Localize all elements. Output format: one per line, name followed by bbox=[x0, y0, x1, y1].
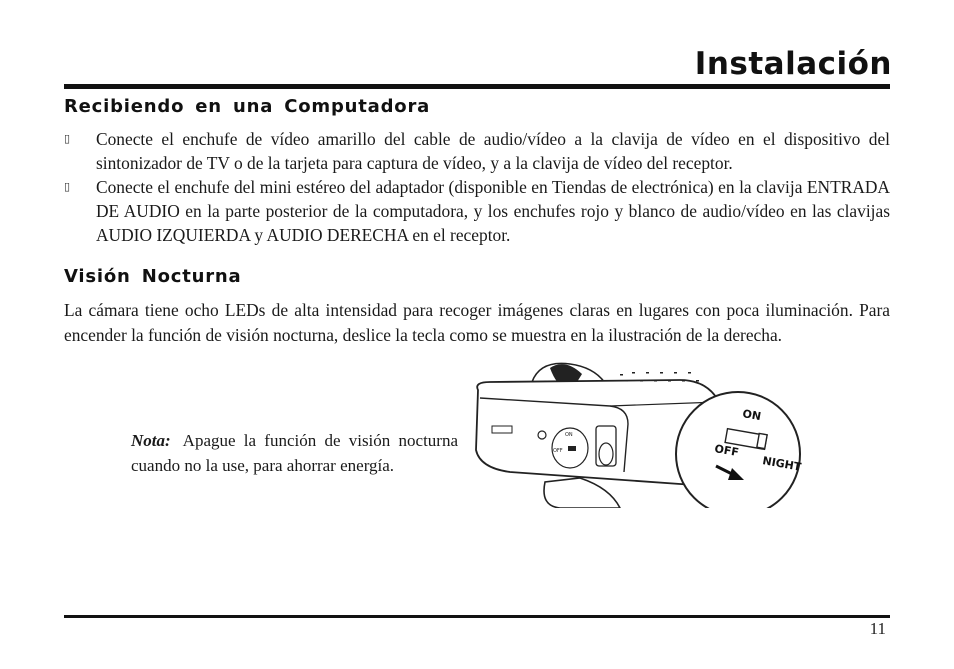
night-vision-paragraph: La cámara tiene ocho LEDs de alta intensidad para recoger imágenes claras en lugares con poca iluminación. Para encender la función de visión nocturna, deslice la tecla como se muestra en la ilustración de la derecha. bbox=[64, 300, 890, 345]
header-rule bbox=[64, 84, 890, 89]
page-number: 11 bbox=[869, 619, 886, 638]
lens-icon bbox=[599, 443, 613, 465]
page-title: Instalación bbox=[694, 46, 892, 82]
list-item bbox=[64, 127, 890, 175]
switch-off-label: OFF bbox=[713, 442, 740, 460]
svg-text:OFF: OFF bbox=[553, 448, 563, 454]
list-item-text: Conecte el enchufe del mini estéreo del adaptador (disponible en Tiendas de electrónica) en la clavija ENTRADA DE AUDIO en la parte posterior de la computadora, y los enchufes rojo y blanco de audio/vídeo en las clavijas AUDIO IZQUIERDA y AUDIO DERECHA en el receptor. bbox=[96, 177, 890, 245]
section-heading-receiving: Recibiendo en una Computadora bbox=[64, 96, 431, 117]
note-label: Nota: bbox=[131, 431, 171, 450]
section-heading-night-vision: Visión Nocturna bbox=[64, 266, 242, 287]
list-item bbox=[64, 175, 890, 247]
camera-base bbox=[544, 478, 620, 508]
led-icon bbox=[538, 431, 546, 439]
note-text: Apague la función de visión nocturna cuando no la use, para ahorrar energía. bbox=[131, 431, 458, 475]
front-switch-icon bbox=[492, 426, 512, 433]
note bbox=[131, 428, 458, 478]
switch-on-label: ON bbox=[741, 407, 763, 424]
bullet-icon: ▯ bbox=[64, 132, 71, 145]
camera-switch-illustration bbox=[470, 360, 810, 508]
switch-night-label: NIGHT bbox=[761, 454, 803, 474]
instruction-list bbox=[64, 127, 890, 247]
svg-text:ON: ON bbox=[565, 432, 573, 438]
footer-rule bbox=[64, 615, 890, 618]
bullet-icon: ▯ bbox=[64, 180, 71, 193]
list-item-text: Conecte el enchufe de vídeo amarillo del cable de audio/vídeo a la clavija de vídeo en el dispositivo del sintonizador de TV o de la tarjeta para captura de vídeo, y a la clavija de vídeo del receptor. bbox=[96, 129, 890, 173]
